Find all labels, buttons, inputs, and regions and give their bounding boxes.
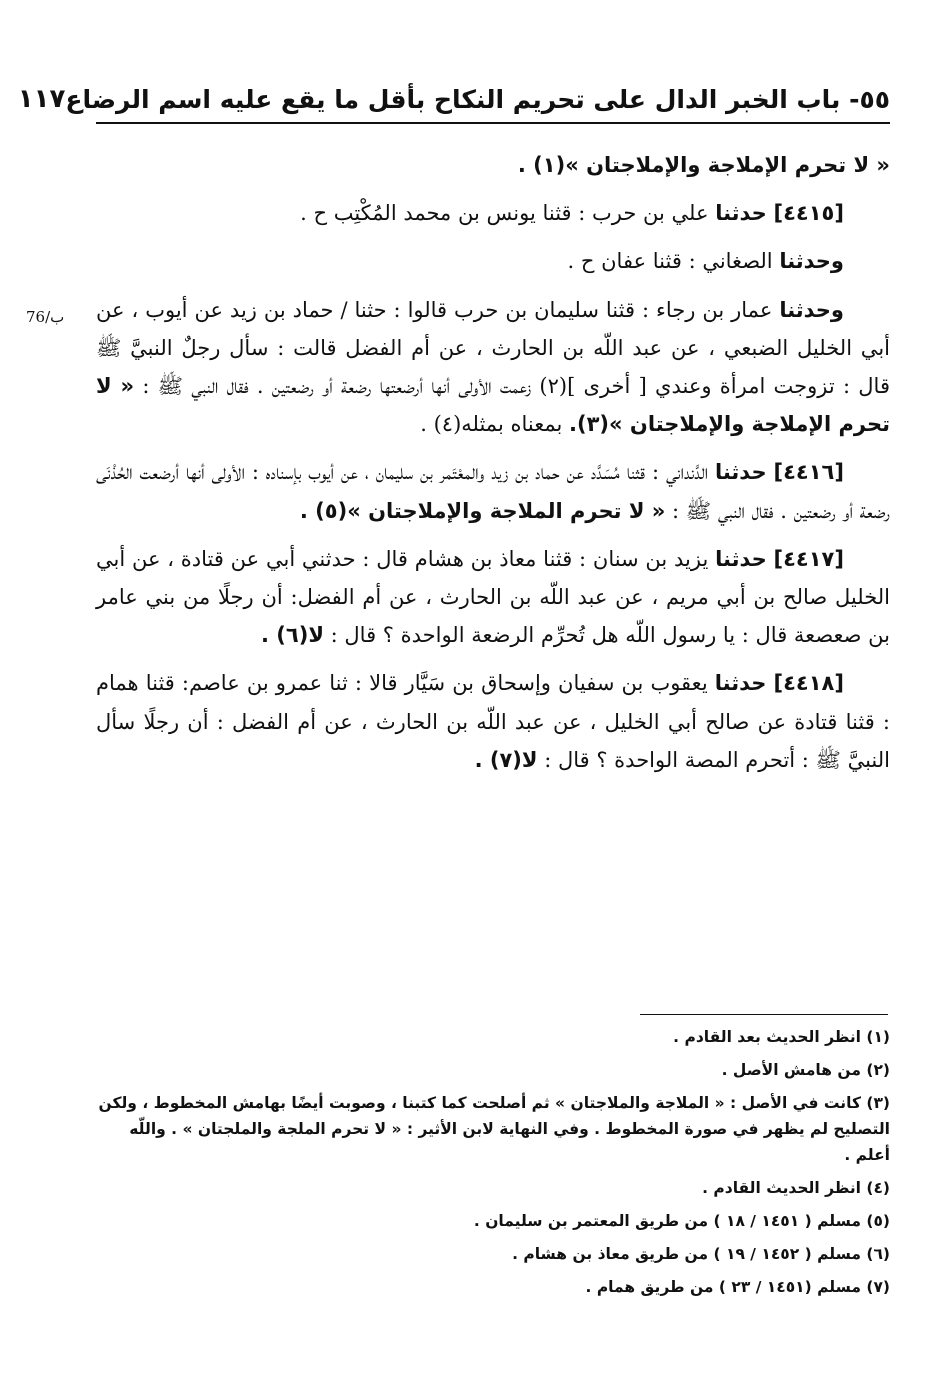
hadith-number: [٤٤١٥] (773, 201, 844, 226)
chain-keyword: وحدثنا (779, 297, 844, 322)
chapter-title: ٥٥- باب الخبر الدال على تحريم النكاح بأقل ما يقع عليه اسم الرضاع (65, 84, 890, 114)
footnote: (٤) انظر الحديث القادم . (702, 1179, 890, 1197)
main-text (96, 146, 890, 789)
hadith-4415 (96, 194, 890, 232)
hadith-4417 (96, 540, 890, 655)
hadith-text-tail: بمعناه بمثله(٤) . (420, 412, 563, 437)
hadith-text: علي بن حرب : قثنا يونس بن محمد المُكْتِب ح . (300, 201, 709, 226)
chain-keyword: حدثنا (714, 460, 767, 485)
footnote: (١) انظر الحديث بعد القادم . (673, 1028, 890, 1046)
footnote: (٥) مسلم ( ١٤٥١ / ١٨ ) من طريق المعتمر بن سليمان . (473, 1212, 890, 1230)
footnote: (٢) من هامش الأصل . (721, 1061, 890, 1079)
hadith-text: يزيد بن سنان : قثنا معاذ بن هشام قال : حدثني أبي عن قتادة ، عن أبي الخليل صالح بن أبي مريم ، عن عبد اللّه بن الحارث ، عن أم الفضل: أن رجلًا من بني عامر بن صعصعة قال : يا رسول اللّه هل تُحرِّم الرضعة الواحدة ؟ قال : (96, 546, 890, 648)
hadith-4418 (96, 664, 890, 779)
footnotes (96, 1024, 890, 1307)
hadith-continuation: « لا تحرم الإملاجة والإملاجتان »(١) . (517, 153, 890, 177)
hadith-number: [٤٤١٦] (773, 460, 844, 485)
footnote: (٦) مسلم ( ١٤٥٢ / ١٩ ) من طريق معاذ بن هشام . (512, 1245, 890, 1263)
hadith-number: [٤٤١٧] (773, 546, 844, 571)
chain-keyword: حدثنا (715, 546, 767, 571)
hadith-text: الصغاني : قثنا عفان ح . (567, 249, 773, 274)
chain-keyword: وحدثنا (779, 249, 844, 274)
hadith-number: [٤٤١٨] (773, 671, 844, 696)
hadith-text: الدَّنداني : قثنا مُسَدَّد عن حماد بن زيد والمعْتَمر بن سليمان ، عن أيوب بإسناده : الأولى أنها أرضعت الحُذْنَى رضعة أو رضعتين . فقال النبي ﷺ : (96, 460, 890, 523)
footnote: (٣) كانت في الأصل : « الملاجة والملاجتان » ثم أصلحت كما كتبنا ، وصوبت أيضًا بهامش المخطوط ، ولكن التصليح لم يظهر في صورة المخطوط . وفي النهاية لابن الأثير : « لا تحرم الملجة والملجتان » . واللّه أعلم . (98, 1094, 890, 1164)
chain-keyword: حدثنا (715, 201, 767, 226)
running-header (17, 76, 890, 124)
prophet-quote: لا(٧) . (474, 747, 538, 772)
page-number: ١١٧ (17, 84, 66, 114)
prophet-quote: « لا تحرم الإملاجة والإملاجتان »(٣). (96, 374, 890, 437)
hadith-4416 (96, 453, 890, 529)
prophet-quote: « لا تحرم الملاجة والإملاجتان »(٥) . (299, 498, 666, 523)
hadith-text: عمار بن رجاء : قثنا سليمان بن حرب قالوا : حثنا / حماد بن زيد عن أيوب ، عن أبي الخليل الضبعي ، عن عبد اللّه بن الحارث ، عن أم الفضل قالت : سأل رجلٌ النبيَّ ﷺ قال : تزوجت امرأة وعندي [ أخرى ](٢) زعمت الأولى أنها أرضعتها رضعة أو رضعتين . فقال النبي ﷺ : (96, 297, 890, 399)
manuscript-folio-note: 76/ب (26, 308, 65, 326)
footnote-separator (640, 1014, 888, 1015)
hadith-text: يعقوب بن سفيان وإسحاق بن سَيَّار قالا : ثنا عمرو بن عاصم: قثنا همام : قثنا قتادة عن صالح أبي الخليل ، عن عبد اللّه بن الحارث ، عن أم الفضل : أن رجلًا سأل النبيَّ ﷺ : أتحرم المصة الواحدة ؟ قال : (96, 671, 890, 772)
prophet-quote: لا(٦) . (261, 623, 324, 648)
hadith-4415-chain-2 (96, 242, 890, 280)
footnote: (٧) مسلم (١٤٥١ / ٢٣ ) من طريق همام . (585, 1278, 890, 1296)
hadith-4415-chain-3 (96, 291, 890, 444)
chain-keyword: حدثنا (714, 671, 767, 696)
